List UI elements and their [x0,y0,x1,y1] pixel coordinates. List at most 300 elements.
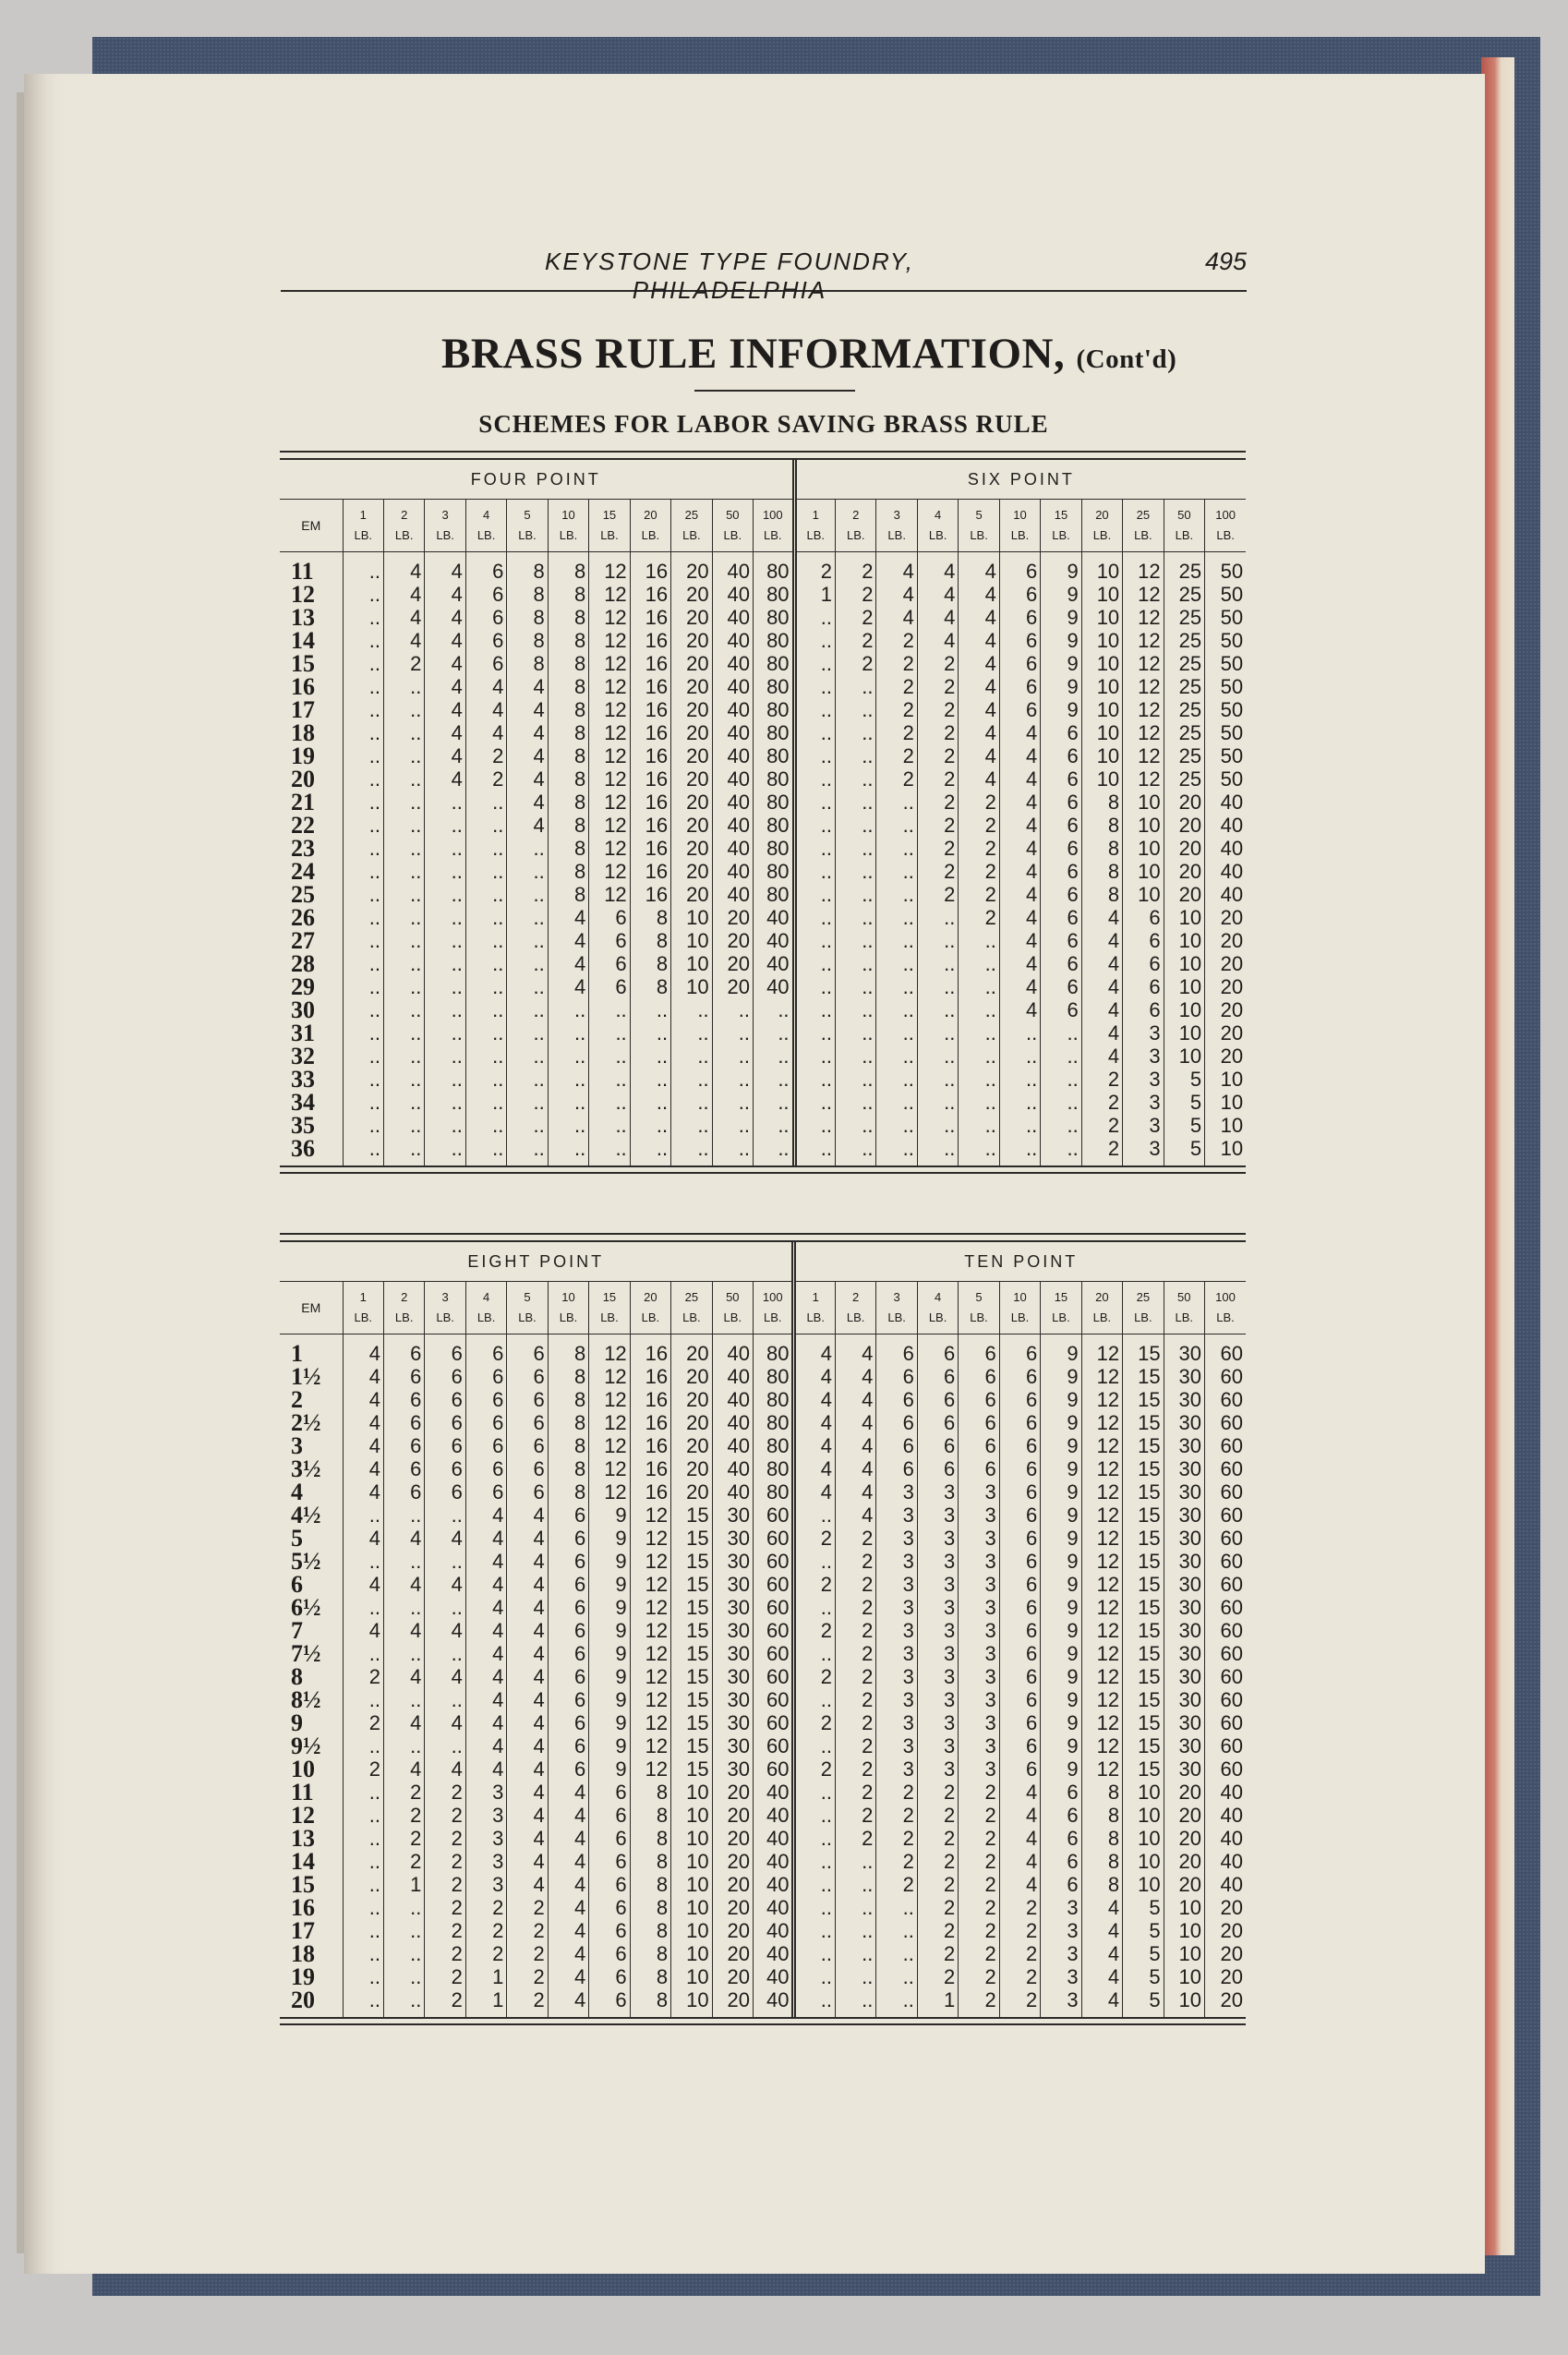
row-cell-value: 4 [425,1711,465,1734]
row-cell-value: 6 [999,583,1040,606]
row-cell-value: .. [383,1550,424,1573]
row-cell-value: .. [548,1091,588,1114]
row-cell-value: .. [794,1896,835,1919]
table-row [280,814,1246,837]
row-cell-value: 5 [1164,1114,1204,1137]
row-cell-value: .. [876,1896,917,1919]
row-cell-value: 6 [876,1334,917,1366]
row-cell-value: .. [876,814,917,837]
table-row [280,929,1246,952]
row-cell-value: 9 [1041,1711,1081,1734]
row-cell-value: .. [343,1734,383,1757]
row-cell-value: .. [383,744,424,767]
row-cell-value: 4 [794,1365,835,1388]
weight-unit: LB. [928,1310,947,1324]
row-cell-value: 12 [589,1434,630,1457]
row-cell-value: 40 [754,1873,794,1896]
row-em-size: 7½ [291,1642,321,1665]
row-cell-value: 6 [425,1334,465,1366]
row-em-size: 5 [291,1527,303,1550]
row-cell-value: 12 [589,1457,630,1480]
row-cell-value: 4 [999,906,1040,929]
row-cell-value: .. [343,1988,383,2017]
row-cell-value: .. [671,1137,712,1165]
row-cell-value: 15 [671,1527,712,1550]
row-cell-value: 10 [1164,1045,1204,1068]
row-cell-value: 40 [1205,1850,1247,1873]
row-cell-value: .. [917,1045,958,1068]
row-cell-value: 16 [630,629,670,652]
row-cell-value: .. [876,1919,917,1942]
row-cell-value: 8 [630,906,670,929]
row-cell-value: 4 [548,1919,588,1942]
row-cell-value: 25 [1164,606,1204,629]
row-cell-value: .. [754,1021,795,1045]
row-cell-value: 10 [1081,629,1122,652]
row-cell-value: 6 [876,1365,917,1388]
row-cell-value: .. [383,721,424,744]
row-em-size: 19 [291,1965,315,1988]
table-bottom-rule [280,2017,1246,2025]
row-cell-value: 2 [794,552,835,584]
row-cell-value: 5 [1123,1919,1164,1942]
row-cell-value: .. [671,1114,712,1137]
row-cell-value: 4 [425,629,465,652]
row-cell-value: 20 [1205,1942,1247,1965]
row-cell-value: .. [343,1596,383,1619]
column-header-weight [548,500,588,552]
weight-value: 25 [1136,1290,1151,1304]
row-cell-value: 16 [630,1365,670,1388]
group-title-right: TEN POINT [964,1251,1079,1271]
row-cell-value: 4 [465,721,506,744]
row-cell-value: .. [507,952,548,975]
weight-value: 10 [1013,508,1027,522]
row-cell-value: 4 [835,1388,875,1411]
row-cell-value: 1 [383,1873,424,1896]
row-cell-value: 4 [383,629,424,652]
row-cell-value: 9 [589,1642,630,1665]
row-cell-value: 4 [959,552,999,584]
row-cell-value: 40 [754,1919,794,1942]
row-cell-value: 6 [383,1411,424,1434]
row-cell-value: 3 [917,1596,958,1619]
row-cell-value: 2 [917,791,958,814]
row-cell-value: 4 [507,1781,548,1804]
row-em-size: 14 [291,629,315,652]
row-cell-value: 30 [1164,1457,1204,1480]
row-cell-value: 9 [1041,1388,1081,1411]
row-cell-value: .. [836,998,876,1021]
row-cell-value: .. [383,1045,424,1068]
table-row [280,975,1246,998]
row-cell-value: 4 [465,1665,506,1688]
weight-value: 4 [482,508,490,522]
row-cell-value: 2 [794,1573,835,1596]
row-cell-value: 6 [1041,998,1081,1021]
row-cell-value: 10 [1123,860,1164,883]
row-cell-value: 60 [1205,1504,1247,1527]
row-cell-value: 60 [754,1527,794,1550]
table-eight-ten-point [280,1233,1246,2025]
table-row [280,1021,1246,1045]
row-cell-value: 4 [425,606,465,629]
row-cell-value: 9 [1041,1504,1081,1527]
row-cell-value: 12 [1123,552,1164,584]
row-cell-value: 3 [917,1711,958,1734]
table-row [280,1711,1246,1734]
row-cell-value: 2 [835,1711,875,1734]
row-cell-value: 4 [794,1411,835,1434]
row-cell-value: .. [754,998,795,1021]
row-cell-value: 3 [1041,1988,1081,2017]
row-cell-value: 4 [343,1365,383,1388]
column-header-weight [876,500,917,552]
table-row [280,629,1246,652]
row-cell-value: 8 [630,975,670,998]
row-em-size: 9½ [291,1734,321,1757]
row-cell-value: 6 [507,1434,548,1457]
row-cell-value: 4 [507,1757,548,1781]
weight-unit: LB. [354,1310,372,1324]
row-cell-value: 6 [999,652,1040,675]
weight-value: 10 [561,1290,575,1304]
row-cell-value: 4 [343,1619,383,1642]
row-cell-value: .. [794,1965,835,1988]
running-head [281,248,1247,304]
row-cell-value: 3 [1123,1021,1164,1045]
row-cell-value: 60 [754,1504,794,1527]
row-cell-value: 4 [548,1965,588,1988]
row-cell-value: 2 [794,1619,835,1642]
row-cell-value: 40 [712,837,753,860]
row-cell-value: 2 [835,1688,875,1711]
row-cell-value: .. [876,791,917,814]
table-row [280,1873,1246,1896]
row-cell-value: 6 [999,1411,1040,1434]
row-cell-value: .. [383,952,424,975]
row-cell-value: 12 [589,606,630,629]
row-cell-value: 60 [1205,1757,1247,1781]
row-cell-value: .. [343,1896,383,1919]
row-cell-value: 16 [630,698,670,721]
row-cell-value: 6 [999,552,1040,584]
weight-unit: LB. [641,1310,660,1324]
row-cell-value: 4 [507,1504,548,1527]
row-cell-value: 4 [917,552,958,584]
row-cell-value: .. [917,1137,958,1165]
table-row [280,1896,1246,1919]
row-cell-value: 2 [383,1804,424,1827]
row-cell-value: .. [465,860,506,883]
row-cell-value: 40 [712,767,753,791]
row-cell-value: 6 [1041,1873,1081,1896]
row-cell-value: .. [425,1114,465,1137]
row-cell-value: 20 [671,721,712,744]
row-em-size: 4½ [291,1504,321,1527]
row-cell-value: 4 [999,952,1040,975]
row-cell-value: 16 [630,606,670,629]
weight-unit: LB. [723,528,742,542]
row-cell-value: 6 [465,1388,506,1411]
row-cell-value: .. [876,860,917,883]
row-cell-value: 12 [1081,1527,1122,1550]
row-cell-value: 10 [671,952,712,975]
row-cell-value: .. [836,860,876,883]
row-cell-value: 12 [589,860,630,883]
row-cell-value: 30 [712,1757,753,1781]
row-cell-value: .. [507,883,548,906]
row-cell-value: 4 [383,606,424,629]
row-cell-value: 6 [548,1734,588,1757]
row-cell-value: 6 [1123,929,1164,952]
row-em-size: 28 [291,952,315,975]
weight-value: 5 [524,1290,531,1304]
row-cell-value: 6 [465,1334,506,1366]
row-cell-value: .. [836,721,876,744]
row-cell-value: 6 [425,1365,465,1388]
row-cell-value: 4 [507,1550,548,1573]
column-header-weight [754,500,795,552]
row-cell-value: 10 [1081,552,1122,584]
weight-value: 15 [1054,1290,1068,1304]
row-cell-value: 3 [876,1757,917,1781]
row-cell-value: 10 [671,1896,712,1919]
row-cell-value: .. [630,1114,670,1137]
row-cell-value: 12 [630,1734,670,1757]
row-cell-value: 4 [507,767,548,791]
row-cell-value: .. [343,552,383,584]
row-cell-value: .. [999,1045,1040,1068]
row-cell-value: 2 [465,1942,506,1965]
row-cell-value: 4 [548,1804,588,1827]
row-cell-value: 8 [548,698,588,721]
row-cell-value: 4 [917,606,958,629]
row-cell-value: .. [425,1091,465,1114]
row-cell-value: 30 [712,1596,753,1619]
row-cell-value: 10 [1164,998,1204,1021]
row-cell-value: 2 [959,1965,999,1988]
row-cell-value: 8 [548,1334,588,1366]
row-cell-value: 5 [1123,1965,1164,1988]
table-row [280,1388,1246,1411]
row-cell-value: 40 [754,1781,794,1804]
weight-value: 3 [893,508,900,522]
column-header-weight [754,1282,794,1334]
row-cell-value: .. [794,1068,835,1091]
row-cell-value: .. [794,1114,835,1137]
row-cell-value: 2 [876,1827,917,1850]
row-cell-value: 12 [1081,1480,1122,1504]
row-cell-value: 2 [465,767,506,791]
row-cell-value: 6 [1123,906,1164,929]
row-cell-value: 2 [959,814,999,837]
row-cell-value: 4 [917,629,958,652]
row-cell-value: 6 [999,1334,1040,1366]
row-cell-value: 10 [1164,1965,1204,1988]
column-header-weight [507,1282,548,1334]
row-cell-value: 40 [754,952,795,975]
row-cell-value: 12 [1081,1365,1122,1388]
row-cell-value: 20 [1164,860,1204,883]
row-cell-value: 80 [754,860,795,883]
row-cell-value: 12 [589,767,630,791]
row-cell-value: 80 [754,606,795,629]
row-cell-value: 12 [1081,1688,1122,1711]
row-cell-value: 10 [1123,837,1164,860]
row-cell-value: 40 [1205,1804,1247,1827]
row-cell-value: .. [507,1021,548,1045]
row-em-size: 17 [291,698,315,721]
row-cell-value: 4 [465,1504,506,1527]
row-cell-value: 12 [1123,698,1164,721]
row-cell-value: 15 [1123,1619,1164,1642]
row-cell-value: 25 [1164,767,1204,791]
row-cell-value: 3 [1123,1114,1164,1137]
weight-value: 15 [1054,508,1068,522]
row-cell-value: 60 [1205,1550,1247,1573]
row-cell-value: 12 [1123,652,1164,675]
row-cell-value: 9 [589,1734,630,1757]
page-edges [1481,57,1514,2255]
row-cell-value: 40 [712,629,753,652]
row-cell-value: 80 [754,629,795,652]
row-cell-value: .. [794,1781,835,1804]
weight-value: 1 [812,508,819,522]
row-cell-value: .. [917,1021,958,1045]
row-cell-value: 6 [959,1411,999,1434]
row-cell-value: 30 [1164,1665,1204,1688]
row-cell-value: 10 [671,1827,712,1850]
row-cell-value: 4 [425,721,465,744]
weight-unit: LB. [1216,528,1235,542]
row-cell-value: 10 [1164,1896,1204,1919]
row-cell-value: .. [794,1850,835,1873]
weight-unit: LB. [764,528,782,542]
row-cell-value: .. [917,952,958,975]
row-cell-value: .. [343,1021,383,1045]
row-cell-value: 8 [507,606,548,629]
weight-value: 20 [1095,508,1109,522]
row-cell-value: .. [343,1642,383,1665]
column-header-weight [343,1282,383,1334]
row-cell-value: .. [383,1965,424,1988]
row-cell-value: 30 [712,1550,753,1573]
row-cell-value: .. [794,929,835,952]
row-em-size: 25 [291,883,315,906]
row-cell-value: .. [548,1045,588,1068]
weight-value: 50 [1177,1290,1191,1304]
row-cell-value: 10 [1164,952,1204,975]
row-cell-value: 10 [671,1965,712,1988]
row-cell-value: 30 [712,1527,753,1550]
row-cell-value: 4 [548,929,588,952]
row-cell-value: 4 [343,1480,383,1504]
row-cell-value: 60 [754,1550,794,1573]
row-cell-value: 4 [507,1642,548,1665]
row-cell-value: 2 [835,1734,875,1757]
column-header-weight [507,500,548,552]
table-row [280,1457,1246,1480]
table-row [280,1804,1246,1827]
row-cell-value: 12 [630,1550,670,1573]
row-cell-value: 9 [1041,552,1081,584]
table-row [280,1619,1246,1642]
weight-value: 5 [524,508,531,522]
row-cell-value: 4 [425,552,465,584]
weight-unit: LB. [600,528,619,542]
row-em-size: 13 [291,606,315,629]
row-cell-value: 2 [876,629,917,652]
row-cell-value: .. [754,1045,795,1068]
row-cell-value: 20 [671,1388,712,1411]
row-cell-value: 4 [1081,1988,1122,2017]
row-cell-value: 30 [712,1665,753,1688]
row-cell-value: 9 [589,1757,630,1781]
row-cell-value: 20 [1205,1919,1247,1942]
row-cell-value: .. [754,1091,795,1114]
row-cell-value: 9 [1041,1334,1081,1366]
row-cell-value: 6 [999,1365,1040,1388]
row-cell-value: 30 [1164,1411,1204,1434]
row-cell-value: .. [876,1068,917,1091]
row-cell-value: 30 [1164,1619,1204,1642]
row-cell-value: 80 [754,1434,794,1457]
row-em-size: 23 [291,837,315,860]
row-cell-value: 2 [959,837,999,860]
row-cell-value: 50 [1205,721,1247,744]
column-header-weight [917,1282,958,1334]
row-cell-value: 15 [671,1596,712,1619]
row-cell-value: 4 [917,583,958,606]
row-cell-value: .. [917,975,958,998]
row-em-size: 11 [291,558,314,583]
row-cell-value: 12 [1081,1504,1122,1527]
column-header-weight [794,1282,835,1334]
row-cell-value: .. [589,1021,630,1045]
row-cell-value: 5 [1123,1988,1164,2017]
row-cell-value: 6 [1041,837,1081,860]
row-cell-value: 4 [999,883,1040,906]
row-cell-value: 40 [1205,1873,1247,1896]
row-cell-value: .. [465,837,506,860]
row-cell-value: 20 [712,1827,753,1850]
row-cell-value: 40 [754,975,795,998]
row-cell-value: 8 [630,1873,670,1896]
row-cell-value: .. [343,652,383,675]
row-cell-value: 2 [835,1804,875,1827]
row-cell-value: .. [383,1919,424,1942]
row-cell-value: 6 [959,1334,999,1366]
row-cell-value: 3 [1041,1896,1081,1919]
row-cell-value: 2 [425,1919,465,1942]
row-cell-value: 6 [589,1988,630,2017]
row-cell-value: 30 [712,1504,753,1527]
row-cell-value: 20 [712,952,753,975]
row-cell-value: .. [836,883,876,906]
row-cell-value: .. [343,606,383,629]
row-cell-value: 2 [425,1850,465,1873]
row-cell-value: 6 [548,1757,588,1781]
row-cell-value: 6 [589,1827,630,1850]
row-cell-value: 8 [548,1411,588,1434]
row-cell-value: 10 [1123,1827,1164,1850]
row-cell-value: 6 [917,1434,958,1457]
row-cell-value: 9 [1041,1688,1081,1711]
column-header-weight [1205,500,1247,552]
row-cell-value: 12 [630,1665,670,1688]
row-cell-value: 8 [507,652,548,675]
